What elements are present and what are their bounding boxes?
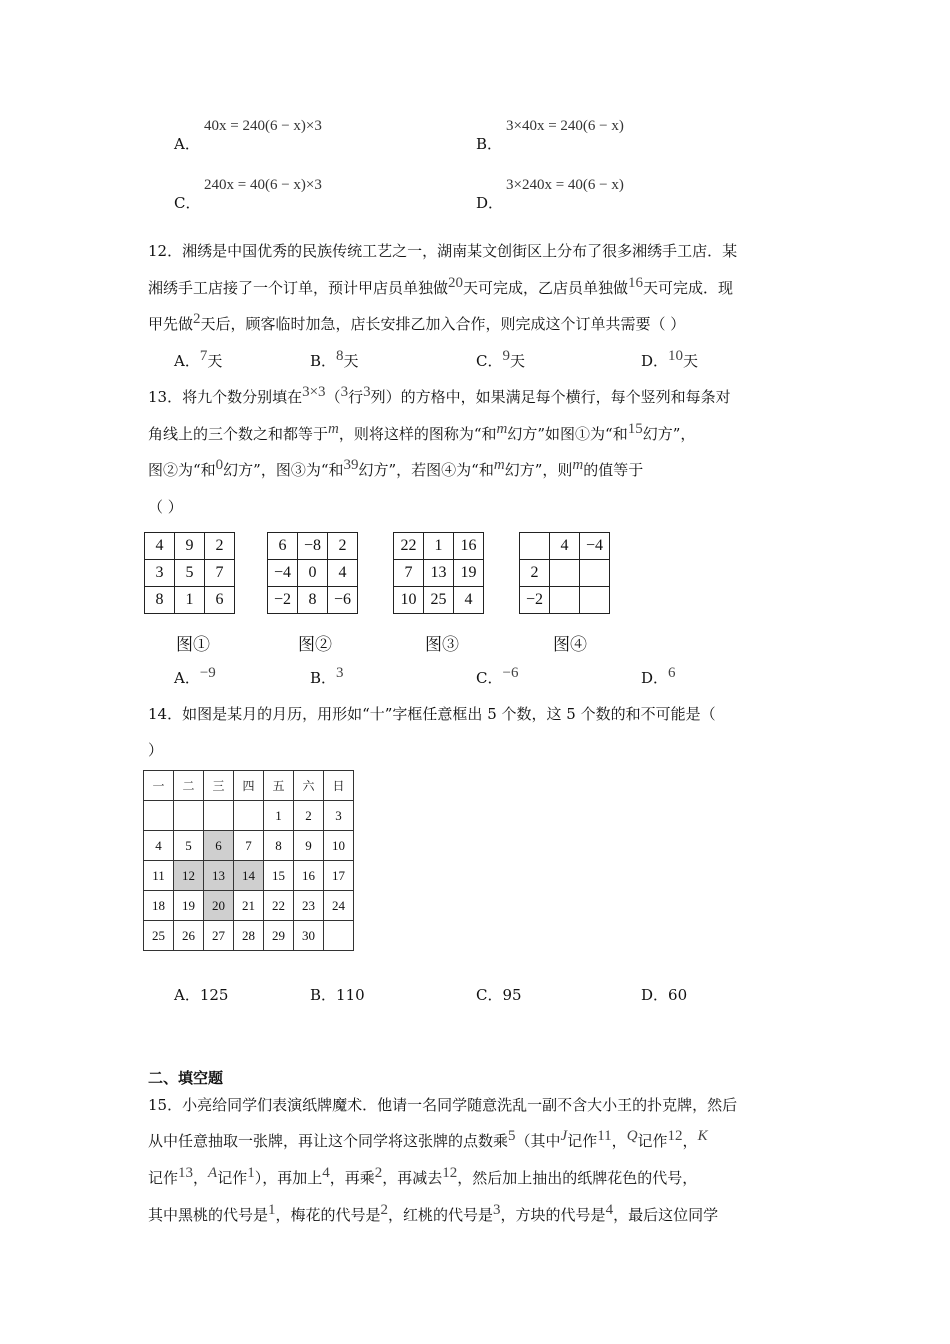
text: 天可完成．现: [643, 279, 734, 297]
q11-option-d-equation: 3×240x = 40(6 − x): [506, 177, 624, 193]
number: 13: [178, 1165, 194, 1181]
grid-cell: −2: [268, 587, 298, 614]
text: ，: [682, 1132, 698, 1150]
calendar-cell: 11: [144, 861, 174, 891]
grid-cell: 4: [550, 533, 580, 560]
variable: J: [560, 1128, 568, 1144]
variable: m: [496, 421, 508, 437]
text: 幻方”，图③为“和: [223, 461, 344, 479]
text: 幻方”，则: [504, 461, 573, 479]
magic-square-4: [519, 532, 610, 614]
variable: K: [697, 1128, 708, 1144]
calendar-cell: 25: [144, 921, 174, 951]
calendar-cell: 24: [324, 891, 354, 921]
number: 10: [668, 348, 684, 364]
grid-cell: 6: [205, 587, 235, 614]
text: 天后，顾客临时加急，店长安排乙加入合作，则完成这个订单共需要（ ）: [200, 315, 686, 333]
text: ，: [611, 1132, 627, 1150]
grid-cell: 13: [424, 560, 454, 587]
calendar-cell: [144, 801, 174, 831]
variable: m: [493, 457, 505, 473]
unit: 天: [207, 352, 223, 370]
weekday-header: 日: [324, 771, 354, 801]
text: 记作: [637, 1132, 668, 1150]
q13-line-3: [148, 457, 644, 481]
calendar-cell: 21: [234, 891, 264, 921]
q12-line-3: [148, 311, 686, 335]
variable: Q: [626, 1128, 638, 1144]
q12-option-c[interactable]: [476, 350, 525, 371]
q12-line-2: [148, 275, 734, 299]
calendar-cell: 10: [324, 831, 354, 861]
calendar-cell: 22: [264, 891, 294, 921]
weekday-header: 三: [204, 771, 234, 801]
q15-line-4: [148, 1202, 719, 1226]
q14-line-2: ）: [148, 741, 164, 759]
grid-cell: 1: [424, 533, 454, 560]
number: −6: [502, 665, 519, 681]
text: ），再加上: [254, 1169, 323, 1187]
grid-cell: 8: [298, 587, 328, 614]
magic-square-2: [267, 532, 358, 614]
number: 1: [268, 1202, 276, 1218]
grid-cell: [550, 587, 580, 614]
calendar-cell-highlighted: 14: [234, 861, 264, 891]
figure-caption-1: 图①: [176, 635, 210, 655]
grid-cell: 4: [328, 560, 358, 587]
unit: 天: [683, 352, 699, 370]
text: 记作: [567, 1132, 598, 1150]
calendar-cell: 7: [234, 831, 264, 861]
q12-option-d[interactable]: [641, 350, 698, 371]
calendar-cell-highlighted: 6: [204, 831, 234, 861]
option-label: D．: [641, 352, 669, 370]
text: ，梅花的代号是: [275, 1206, 381, 1224]
number: 9: [502, 348, 510, 364]
q15-line-3: [148, 1165, 698, 1189]
grid-cell: 2: [520, 560, 550, 587]
option-label: C．: [476, 669, 503, 687]
number: 3: [336, 665, 344, 681]
q15-line-2: [148, 1128, 708, 1152]
q12-option-b[interactable]: [310, 350, 359, 371]
text: 13．将九个数分别填在: [148, 388, 303, 406]
number: 8: [336, 348, 344, 364]
calendar-cell: 5: [174, 831, 204, 861]
q11-option-b-equation: 3×40x = 240(6 − x): [506, 118, 624, 134]
grid-cell: [580, 560, 610, 587]
text: ，则将这样的图称为“和: [338, 425, 497, 443]
calendar-cell: 18: [144, 891, 174, 921]
text: ，再乘: [329, 1169, 375, 1187]
grid-cell: 10: [394, 587, 424, 614]
calendar-cell: 17: [324, 861, 354, 891]
grid-cell: 9: [175, 533, 205, 560]
q12-option-a[interactable]: [174, 350, 222, 371]
grid-cell: 4: [145, 533, 175, 560]
grid-cell: 7: [205, 560, 235, 587]
number: 0: [215, 457, 224, 473]
text: 幻方”如图①为“和: [507, 425, 628, 443]
text: ，方块的代号是: [500, 1206, 606, 1224]
number: 20: [448, 275, 464, 291]
number: 16: [628, 275, 644, 291]
calendar-cell: 3: [324, 801, 354, 831]
number: 4: [605, 1202, 614, 1218]
text: 的值等于: [583, 461, 644, 479]
text: 角线上的三个数之和都等于: [148, 425, 329, 443]
grid-cell: 6: [268, 533, 298, 560]
calendar-cell: 4: [144, 831, 174, 861]
text: 天可完成，乙店员单独做: [463, 279, 629, 297]
text: 湘绣手工店接了一个订单，预计甲店员单独做: [148, 279, 449, 297]
text: 幻方”，若图④为“和: [358, 461, 494, 479]
weekday-header: 一: [144, 771, 174, 801]
calendar-cell: 23: [294, 891, 324, 921]
q14-option-a[interactable]: A．125: [174, 986, 229, 1004]
calendar-cell: [204, 801, 234, 831]
number: 4: [322, 1165, 330, 1181]
grid-cell: −6: [328, 587, 358, 614]
grid-cell: −2: [520, 587, 550, 614]
calendar-cell: 9: [294, 831, 324, 861]
q13-option-b[interactable]: [310, 667, 344, 688]
q14-option-d[interactable]: D．60: [641, 986, 688, 1004]
number: 12: [667, 1128, 683, 1144]
figure-caption-2: 图②: [298, 635, 332, 655]
grid-cell: 4: [454, 587, 484, 614]
option-label: D．: [641, 669, 669, 687]
number: 1: [247, 1165, 255, 1181]
text: 甲先做: [148, 315, 194, 333]
text: ，然后加上抽出的纸牌花色的代号，: [457, 1169, 698, 1187]
q11-option-b-label[interactable]: B．: [476, 135, 503, 153]
calendar-cell: 16: [294, 861, 324, 891]
weekday-header: 六: [294, 771, 324, 801]
text: 记作: [148, 1169, 179, 1187]
variable: m: [572, 457, 584, 473]
q13-line-4: （ ）: [148, 498, 183, 516]
q14-line-1: 14．如图是某月的月历，用形如“十”字框任意框出 5 个数，这 5 个数的和不可能是（: [148, 705, 716, 723]
text: 图②为“和: [148, 461, 216, 479]
q11-option-c-label[interactable]: C．: [174, 194, 201, 212]
q11-option-a-equation: 40x = 240(6 − x)×3: [204, 118, 322, 134]
number: −9: [199, 665, 216, 681]
number: 11: [597, 1128, 612, 1144]
calendar-cell: [234, 801, 264, 831]
unit: 天: [343, 352, 359, 370]
grid-cell: 5: [175, 560, 205, 587]
number: 3: [340, 384, 349, 400]
calendar-cell-highlighted: 13: [204, 861, 234, 891]
number: 5: [508, 1128, 516, 1144]
number: 3: [493, 1202, 501, 1218]
grid-cell: −4: [268, 560, 298, 587]
q13-option-a[interactable]: [174, 667, 216, 688]
text: ，: [193, 1169, 209, 1187]
grid-cell: 16: [454, 533, 484, 560]
number: 3: [363, 384, 371, 400]
grid-cell: 22: [394, 533, 424, 560]
grid-cell: 2: [328, 533, 358, 560]
magic-square-1: [144, 532, 235, 614]
figure-caption-4: 图④: [553, 635, 587, 655]
text: （其中: [515, 1132, 561, 1150]
q13-line-2: [148, 421, 696, 445]
math: 3×3: [302, 384, 326, 400]
unit: 天: [509, 352, 525, 370]
calendar-cell-highlighted: 12: [174, 861, 204, 891]
q13-option-c[interactable]: [476, 667, 518, 688]
number: 12: [442, 1165, 458, 1181]
grid-cell: [550, 560, 580, 587]
grid-cell: −8: [298, 533, 328, 560]
weekday-header: 二: [174, 771, 204, 801]
text: ，最后这位同学: [613, 1206, 719, 1224]
option-label: A．: [174, 352, 200, 370]
option-label: B．: [310, 352, 337, 370]
text: 列）的方格中，如果满足每个横行，每个竖列和每条对: [370, 388, 731, 406]
text: 行: [348, 388, 364, 406]
calendar-cell: [324, 921, 354, 951]
option-label: C．: [476, 352, 503, 370]
grid-cell: [520, 533, 550, 560]
calendar-table: [143, 770, 354, 951]
number: 39: [343, 457, 359, 473]
number: 2: [380, 1202, 389, 1218]
grid-cell: 3: [145, 560, 175, 587]
option-label: A．: [174, 669, 200, 687]
weekday-header: 四: [234, 771, 264, 801]
calendar-cell: 15: [264, 861, 294, 891]
grid-cell: [580, 587, 610, 614]
number: 15: [627, 421, 643, 437]
q14-option-c[interactable]: C．95: [476, 986, 522, 1004]
grid-cell: 1: [175, 587, 205, 614]
calendar-cell: 26: [174, 921, 204, 951]
grid-cell: 0: [298, 560, 328, 587]
text: 记作: [217, 1169, 248, 1187]
grid-cell: 19: [454, 560, 484, 587]
grid-cell: 7: [394, 560, 424, 587]
text: 从中任意抽取一张牌，再让这个同学将这张牌的点数乘: [148, 1132, 509, 1150]
calendar-cell: 19: [174, 891, 204, 921]
text: 其中黑桃的代号是: [148, 1206, 269, 1224]
q11-option-c-equation: 240x = 40(6 − x)×3: [204, 177, 322, 193]
calendar-cell: [174, 801, 204, 831]
variable: m: [328, 421, 339, 437]
option-label: B．: [310, 669, 337, 687]
q13-line-1: [148, 384, 731, 408]
q14-option-b[interactable]: B．110: [310, 986, 365, 1004]
calendar-cell: 29: [264, 921, 294, 951]
q11-option-d-label[interactable]: D．: [476, 194, 504, 212]
weekday-header: 五: [264, 771, 294, 801]
grid-cell: 2: [205, 533, 235, 560]
number: 7: [199, 348, 208, 364]
grid-cell: 8: [145, 587, 175, 614]
grid-cell: −4: [580, 533, 610, 560]
calendar-cell: 2: [294, 801, 324, 831]
calendar-cell: 28: [234, 921, 264, 951]
q12-line-1: 12．湘绣是中国优秀的民族传统工艺之一，湖南某文创街区上分布了很多湘绣手工店．某: [148, 242, 738, 260]
magic-square-3: [393, 532, 484, 614]
number: 2: [193, 311, 201, 327]
number: 2: [374, 1165, 383, 1181]
figure-caption-3: 图③: [425, 635, 459, 655]
calendar-cell: 1: [264, 801, 294, 831]
grid-cell: 25: [424, 587, 454, 614]
calendar-cell-highlighted: 20: [204, 891, 234, 921]
variable: A: [208, 1165, 218, 1181]
q11-option-a-label[interactable]: A．: [174, 135, 200, 153]
text: 幻方”，: [642, 425, 696, 443]
calendar-cell: 30: [294, 921, 324, 951]
calendar-cell: 27: [204, 921, 234, 951]
q15-line-1: 15．小亮给同学们表演纸牌魔术．他请一名同学随意洗乱一副不含大小王的扑克牌，然后: [148, 1096, 738, 1114]
calendar-cell: 8: [264, 831, 294, 861]
section-title: 二、填空题: [148, 1069, 224, 1087]
q13-option-d[interactable]: [641, 667, 676, 688]
number: 6: [668, 665, 676, 681]
text: ，红桃的代号是: [388, 1206, 494, 1224]
text: （: [325, 388, 341, 406]
text: ，再减去: [382, 1169, 443, 1187]
